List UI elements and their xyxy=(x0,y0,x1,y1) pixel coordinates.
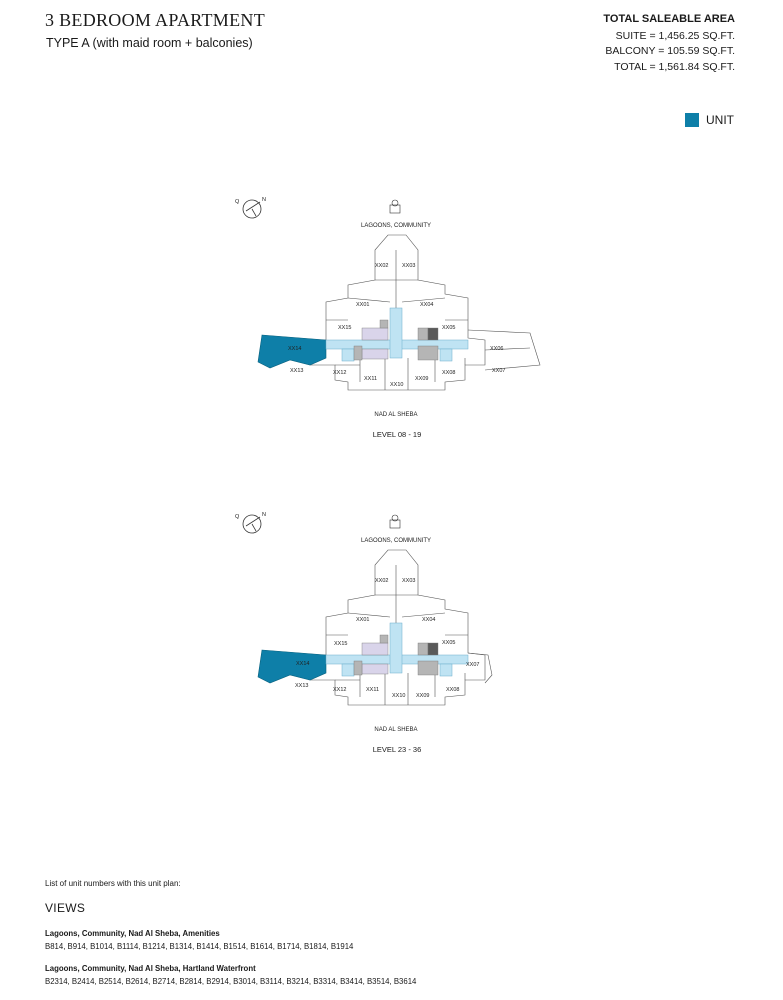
community-view-icon xyxy=(390,515,400,528)
view-group-units: B814, B914, B1014, B1114, B1214, B1314, B1414, B1514, B1614, B1714, B1814, B1914 xyxy=(45,942,354,951)
unit-label-xx09: XX09 xyxy=(416,693,430,699)
highlighted-unit-xx14 xyxy=(258,650,326,683)
unit-label-xx15: XX15 xyxy=(338,325,352,331)
floor-plan-drawing xyxy=(230,505,560,755)
unit-list-intro: List of unit numbers with this unit plan: xyxy=(45,879,181,888)
unit-label-xx10: XX10 xyxy=(390,382,404,388)
unit-label-xx09: XX09 xyxy=(415,376,429,382)
unit-label-xx13: XX13 xyxy=(295,683,309,689)
unit-label-xx03: XX03 xyxy=(402,578,416,584)
north-label: N xyxy=(262,512,266,518)
corridor xyxy=(326,308,468,361)
view-group xyxy=(45,927,353,953)
page-subtitle: TYPE A (with maid room + balconies) xyxy=(46,36,253,50)
building-outline xyxy=(310,235,540,390)
unit-label-xx15: XX15 xyxy=(334,641,348,647)
area-balcony: BALCONY = 105.59 SQ.FT. xyxy=(605,45,735,57)
bottom-view-label: NAD AL SHEBA xyxy=(374,727,418,733)
top-view-label: LAGOONS, COMMUNITY xyxy=(360,538,432,544)
unit-label-xx14: XX14 xyxy=(288,346,302,352)
unit-label-xx07: XX07 xyxy=(466,662,480,668)
svg-text:Q: Q xyxy=(235,514,240,520)
area-heading: TOTAL SALEABLE AREA xyxy=(603,13,735,25)
top-view-label: LAGOONS, COMMUNITY xyxy=(360,223,432,229)
north-compass-icon xyxy=(235,512,266,533)
unit-label-xx12: XX12 xyxy=(333,687,347,693)
legend-swatch xyxy=(685,113,699,127)
floor-plan-drawing xyxy=(230,190,560,440)
unit-label-xx05: XX05 xyxy=(442,325,456,331)
unit-label-xx07: XX07 xyxy=(492,368,506,374)
unit-label-xx08: XX08 xyxy=(446,687,460,693)
unit-label-xx12: XX12 xyxy=(333,370,347,376)
unit-label-xx06: XX06 xyxy=(490,346,504,352)
community-view-icon xyxy=(390,200,400,213)
unit-label-xx05: XX05 xyxy=(442,640,456,646)
page-title: 3 BEDROOM APARTMENT xyxy=(45,10,265,30)
view-group-title: Lagoons, Community, Nad Al Sheba, Hartland Waterfront xyxy=(45,964,256,973)
floor-plan-level-23-36 xyxy=(230,505,560,755)
north-compass-icon xyxy=(235,197,266,218)
bottom-view-label: NAD AL SHEBA xyxy=(374,412,418,418)
floor-plan-level-08-19 xyxy=(230,190,560,440)
unit-label-xx10: XX10 xyxy=(392,693,406,699)
unit-label-xx04: XX04 xyxy=(420,302,434,308)
unit-label-xx13: XX13 xyxy=(290,368,304,374)
corridor xyxy=(326,623,468,676)
unit-label-xx04: XX04 xyxy=(422,617,436,623)
legend-label: UNIT xyxy=(706,113,734,127)
view-group-units: B2314, B2414, B2514, B2614, B2714, B2814, B2914, B3014, B3114, B3214, B3314, B3414, B3514, B3614 xyxy=(45,977,417,986)
unit-label-xx02: XX02 xyxy=(375,263,389,269)
level-label: LEVEL 08 - 19 xyxy=(372,430,422,439)
view-group xyxy=(45,962,416,988)
unit-label-xx08: XX08 xyxy=(442,370,456,376)
level-label: LEVEL 23 - 36 xyxy=(372,745,422,754)
unit-label-xx11: XX11 xyxy=(366,687,380,693)
views-heading: VIEWS xyxy=(45,901,86,915)
legend xyxy=(685,113,734,127)
unit-label-xx01: XX01 xyxy=(356,302,370,308)
svg-text:Q: Q xyxy=(235,199,240,205)
unit-label-xx02: XX02 xyxy=(375,578,389,584)
view-group-title: Lagoons, Community, Nad Al Sheba, Amenities xyxy=(45,929,220,938)
unit-label-xx14: XX14 xyxy=(296,661,310,667)
saleable-area-box xyxy=(603,12,735,75)
unit-label-xx11: XX11 xyxy=(364,376,378,382)
area-total: TOTAL = 1,561.84 SQ.FT. xyxy=(614,60,735,73)
unit-label-xx01: XX01 xyxy=(356,617,370,623)
north-label: N xyxy=(262,197,266,203)
unit-label-xx03: XX03 xyxy=(402,263,416,269)
area-suite: SUITE = 1,456.25 SQ.FT. xyxy=(615,29,735,42)
